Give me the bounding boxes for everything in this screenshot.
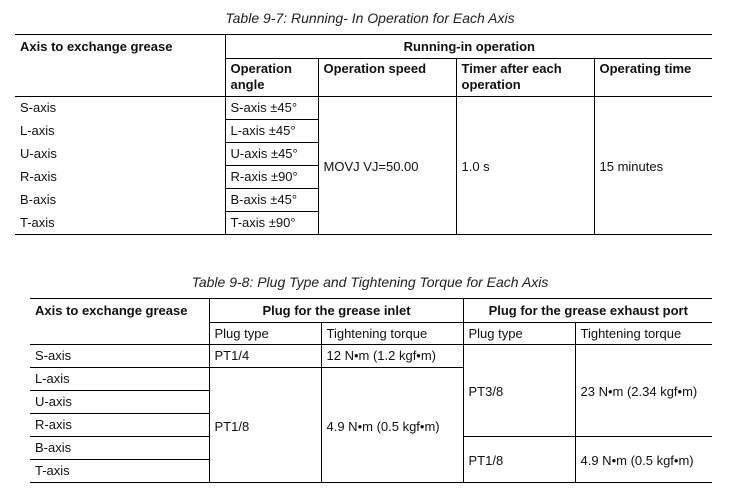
running-in-operation-table xyxy=(15,34,712,235)
operation-angle-cell: R-axis ±90° xyxy=(225,166,318,189)
header-row-1 xyxy=(15,35,712,59)
plug-torque-table xyxy=(30,298,712,483)
axis-cell: U-axis xyxy=(30,391,209,414)
timer-cell: 1.0 s xyxy=(456,97,594,235)
grease-inlet-group-header: Plug for the grease inlet xyxy=(209,299,463,323)
axis-column-header: Axis to exchange grease xyxy=(15,35,225,59)
exhaust-torque-header: Tightening torque xyxy=(575,323,712,345)
inlet-plug-type-header: Plug type xyxy=(209,323,321,345)
axis-cell: R-axis xyxy=(15,166,225,189)
axis-cell: L-axis xyxy=(15,120,225,143)
axis-cell: S-axis xyxy=(15,97,225,120)
operating-time-header: Operating time xyxy=(594,59,712,97)
axis-cell: B-axis xyxy=(30,437,209,460)
header-row-2 xyxy=(15,59,712,97)
operation-angle-cell: L-axis ±45° xyxy=(225,120,318,143)
inlet-plug-type-cell: PT1/8 xyxy=(209,368,321,483)
table-9-8-caption: Table 9-8: Plug Type and Tightening Torque for Each Axis xyxy=(191,274,549,290)
table-row xyxy=(30,345,712,368)
table-row xyxy=(15,97,712,120)
exhaust-plug-type-cell: PT1/8 xyxy=(463,437,575,483)
axis-column-header: Axis to exchange grease xyxy=(30,299,209,345)
axis-cell: L-axis xyxy=(30,368,209,391)
grease-exhaust-group-header: Plug for the grease exhaust port xyxy=(463,299,712,323)
axis-cell: S-axis xyxy=(30,345,209,368)
axis-cell: U-axis xyxy=(15,143,225,166)
axis-cell: B-axis xyxy=(15,189,225,212)
inlet-torque-header: Tightening torque xyxy=(321,323,463,345)
exhaust-torque-cell: 23 N•m (2.34 kgf•m) xyxy=(575,345,712,437)
operation-angle-cell: S-axis ±45° xyxy=(225,97,318,120)
operation-speed-header: Operation speed xyxy=(318,59,456,97)
running-in-group-header: Running-in operation xyxy=(225,35,712,59)
operation-angle-cell: U-axis ±45° xyxy=(225,143,318,166)
inlet-torque-cell: 12 N•m (1.2 kgf•m) xyxy=(321,345,463,368)
axis-cell: R-axis xyxy=(30,414,209,437)
exhaust-plug-type-header: Plug type xyxy=(463,323,575,345)
header-row-1 xyxy=(30,299,712,323)
inlet-plug-type-cell: PT1/4 xyxy=(209,345,321,368)
exhaust-torque-cell: 4.9 N•m (0.5 kgf•m) xyxy=(575,437,712,483)
axis-cell: T-axis xyxy=(15,212,225,235)
table-9-7-caption: Table 9-7: Running- In Operation for Each Axis xyxy=(225,10,515,26)
inlet-torque-cell: 4.9 N•m (0.5 kgf•m) xyxy=(321,368,463,483)
operation-angle-cell: T-axis ±90° xyxy=(225,212,318,235)
axis-cell: T-axis xyxy=(30,460,209,483)
operation-speed-cell: MOVJ VJ=50.00 xyxy=(318,97,456,235)
operation-angle-header: Operation angle xyxy=(225,59,318,97)
exhaust-plug-type-cell: PT3/8 xyxy=(463,345,575,437)
axis-header-spacer xyxy=(15,59,225,97)
operation-angle-cell: B-axis ±45° xyxy=(225,189,318,212)
timer-header: Timer after each operation xyxy=(456,59,594,97)
operating-time-cell: 15 minutes xyxy=(594,97,712,235)
